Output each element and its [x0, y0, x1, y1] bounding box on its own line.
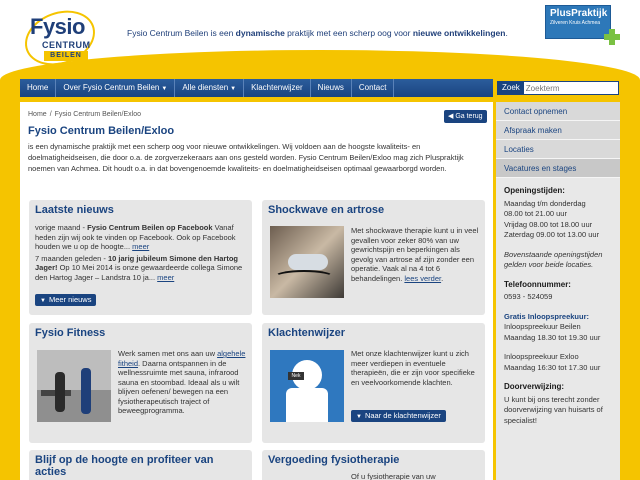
klachtenwijzer-button[interactable]	[351, 410, 446, 422]
inloop-line: Inloopspreekuur Beilen	[504, 322, 581, 331]
more-news-button[interactable]	[35, 294, 96, 306]
klachtenwijzer-text: Met onze klachtenwijzer kunt u zich meer verdiepen in eventuele therapieën, die er zijn voor specifieke en veelvoorkomende klachten.	[351, 349, 475, 387]
opening-hours	[504, 186, 612, 241]
shockwave-body: Met shockwave therapie kunt u in veel gevallen voor zeker 80% van uw gewrichtspijn en beperkingen als gevolg van artrose af zijn zonder een operatie. Vaak al na 4 tot 6 behandelingen.	[351, 226, 479, 283]
vergoeding-title: Vergoeding fysiotherapie	[268, 454, 400, 466]
nav-label: Klachtenwijzer	[251, 83, 303, 92]
phone-number[interactable]: 0593 - 524059	[504, 292, 553, 301]
chevron-down-icon: ▼	[230, 86, 237, 92]
main-content	[20, 102, 493, 480]
image-detail	[274, 270, 334, 284]
plus-cross-icon	[604, 29, 620, 45]
image-detail	[55, 372, 65, 412]
nav-label: Alle diensten	[182, 83, 229, 92]
tagline-bold: nieuwe ontwikkelingen	[412, 28, 506, 38]
fitness-body: Werk samen met ons aan uw	[118, 349, 218, 358]
pluspraktijk-subtitle: Zilveren Kruis Achmea	[550, 20, 601, 26]
main-nav	[20, 79, 493, 97]
nav-contact[interactable]	[352, 79, 395, 97]
nav-klachtenwijzer[interactable]	[244, 79, 311, 97]
shockwave-body-end: .	[441, 273, 444, 283]
hours-line: Vrijdag 08.00 tot 18.00 uur	[504, 219, 593, 229]
fitness-link[interactable]: algehele fitheid	[118, 349, 246, 368]
search-input[interactable]	[524, 82, 614, 94]
fitness-title: Fysio Fitness	[35, 327, 106, 339]
inloop-block	[504, 352, 612, 373]
nav-label: Contact	[358, 83, 387, 92]
referral-block	[504, 382, 612, 426]
klachtenwijzer-card	[262, 323, 485, 443]
news-items	[35, 223, 247, 282]
vergoeding-card	[262, 450, 485, 480]
news-more-link[interactable]: meer	[132, 242, 150, 251]
news-date: 7 maanden geleden -	[35, 253, 108, 263]
sidebar-item-locaties[interactable]: Locaties	[496, 140, 620, 159]
pluspraktijk-title: PlusPraktijk	[550, 8, 608, 19]
hours-note: Bovenstaande openingstijden gelden voor beide locaties.	[504, 249, 603, 269]
fitness-card	[29, 323, 252, 443]
shockwave-card	[262, 200, 485, 315]
sidebar-info	[496, 178, 620, 443]
referral-title: Doorverwijzing:	[504, 382, 565, 391]
shockwave-title: Shockwave en artrose	[268, 204, 385, 216]
tagline-text: .	[505, 28, 508, 38]
image-detail	[288, 254, 328, 270]
image-tag: Nek	[288, 372, 304, 380]
tagline-text: praktijk met een scherp oog voor	[284, 28, 413, 38]
page-title: Fysio Centrum Beilen/Exloo	[28, 125, 175, 137]
chevron-down-icon: ▼	[40, 298, 46, 304]
shockwave-text	[351, 226, 479, 283]
nav-nieuws[interactable]	[311, 79, 352, 97]
news-more-link[interactable]: meer	[157, 272, 175, 282]
klachtenwijzer-button-label: Naar de klachtenwijzer	[364, 411, 441, 420]
image-detail	[81, 368, 91, 414]
news-body: Op 10 Mei 2014 is onze gewaardeerde collega Simone den Hartog Jager – Landstra 10 ja...	[35, 263, 243, 282]
opening-hours-title: Openingstijden:	[504, 186, 565, 195]
vergoeding-text: Of u fysiotherapie van uw	[351, 472, 436, 480]
newsletter-title: Blijf op de hoogte en profiteer van acties	[35, 454, 214, 478]
fitness-image[interactable]	[37, 350, 111, 422]
news-item	[35, 254, 247, 283]
back-button[interactable]	[444, 110, 487, 123]
fitness-body: . Daarna ontspannen in de wellnessruimte met sauna, infrarood sauna en stoombad. Ideaal als u wilt blijven oefenen/ bewegen na een fysiotherapeutisch traject of beweegprogramma.	[118, 358, 240, 415]
inloop-block	[504, 312, 612, 344]
tagline-text: Fysio Centrum Beilen is een	[127, 28, 236, 38]
fitness-text	[118, 349, 246, 416]
nav-diensten[interactable]	[175, 79, 244, 97]
phone-title: Telefoonnummer:	[504, 279, 571, 289]
news-title: Laatste nieuws	[35, 204, 114, 216]
chevron-down-icon: ▼	[356, 414, 362, 420]
klachtenwijzer-image[interactable]	[270, 350, 344, 422]
breadcrumb-home[interactable]: Home	[28, 111, 47, 118]
nav-label: Nieuws	[317, 83, 344, 92]
tagline-bold: dynamische	[235, 28, 285, 38]
sidebar-item-contact[interactable]: Contact opnemen	[496, 102, 620, 121]
hours-line: 08.00 tot 21.00 uur	[504, 209, 567, 218]
breadcrumb-current: Fysio Centrum Beilen/Exloo	[54, 111, 142, 118]
back-button-label: Ga terug	[455, 113, 483, 120]
inloop-line: Maandag 18.30 tot 19.30 uur	[504, 332, 601, 342]
newsletter-card	[29, 450, 252, 480]
inloop-title: Gratis Inloopspreekuur:	[504, 311, 590, 321]
nav-label: Over Fysio Centrum Beilen	[63, 83, 160, 92]
inloop-line: Maandag 16:30 tot 17.30 uur	[504, 362, 601, 372]
back-arrow-icon: ◀	[448, 113, 456, 120]
image-detail	[286, 388, 328, 422]
news-body: Vanaf heden zijn wij ook te vinden op Facebook. Ook op Facebook houden we u op de hoogte...	[35, 223, 236, 251]
news-item	[35, 223, 247, 252]
image-detail	[37, 350, 111, 390]
hours-line: Zaterdag 09.00 tot 13.00 uur	[504, 230, 600, 239]
sidebar-item-afspraak[interactable]: Afspraak maken	[496, 121, 620, 140]
intro-text: is een dynamische praktijk met een scherp oog voor nieuwe ontwikkelingen. Wij voldoen aan de hoogste kwaliteits- en doelmatigheidseisen, die door o.a. de zorgverzekeraars aan ons gesteld worden. Fysio Centrum Beilen/Exloo mag zich Pluspraktijk noemen van Achmea. Dit houdt o.a. in dat bovengenoemde kwaliteits- en doelmatigheidseisen optimaal gewaarborgd worden.	[28, 142, 464, 173]
news-headline[interactable]: 10 jarig jubileum Simone den Hartog Jager!	[35, 253, 239, 272]
search-box	[497, 81, 619, 95]
phone-block	[504, 280, 612, 303]
chevron-down-icon: ▼	[161, 86, 168, 92]
breadcrumb-separator: /	[49, 111, 52, 118]
nav-label: Home	[27, 83, 49, 92]
shockwave-read-more-link[interactable]: lees verder	[404, 273, 442, 283]
logo[interactable]	[24, 8, 104, 68]
news-date: vorige maand -	[35, 223, 88, 232]
referral-text: U kunt bij ons terecht zonder doorverwijzing van huisarts of specialist!	[504, 394, 603, 425]
hours-line: Maandag t/m donderdag	[504, 198, 586, 208]
logo-centrum: CENTRUM	[42, 40, 91, 50]
breadcrumb	[28, 111, 141, 118]
logo-fysio: Fysio	[30, 14, 85, 39]
more-news-label: Meer nieuws	[48, 295, 92, 304]
pluspraktijk-badge[interactable]	[545, 5, 611, 39]
nav-over[interactable]	[56, 79, 175, 97]
nav-home[interactable]	[20, 79, 56, 97]
sidebar	[496, 102, 620, 480]
tagline	[127, 28, 508, 38]
shockwave-image[interactable]	[270, 226, 344, 298]
klachtenwijzer-title: Klachtenwijzer	[268, 327, 346, 339]
inloop-line: Inloopspreekuur Exloo	[504, 352, 579, 361]
search-label[interactable]: Zoek	[498, 82, 524, 94]
logo-beilen: BEILEN	[44, 51, 88, 61]
sidebar-item-vacatures[interactable]: Vacatures en stages	[496, 159, 620, 178]
news-headline[interactable]: Fysio Centrum Beilen op Facebook	[87, 223, 213, 232]
news-card	[29, 200, 252, 315]
